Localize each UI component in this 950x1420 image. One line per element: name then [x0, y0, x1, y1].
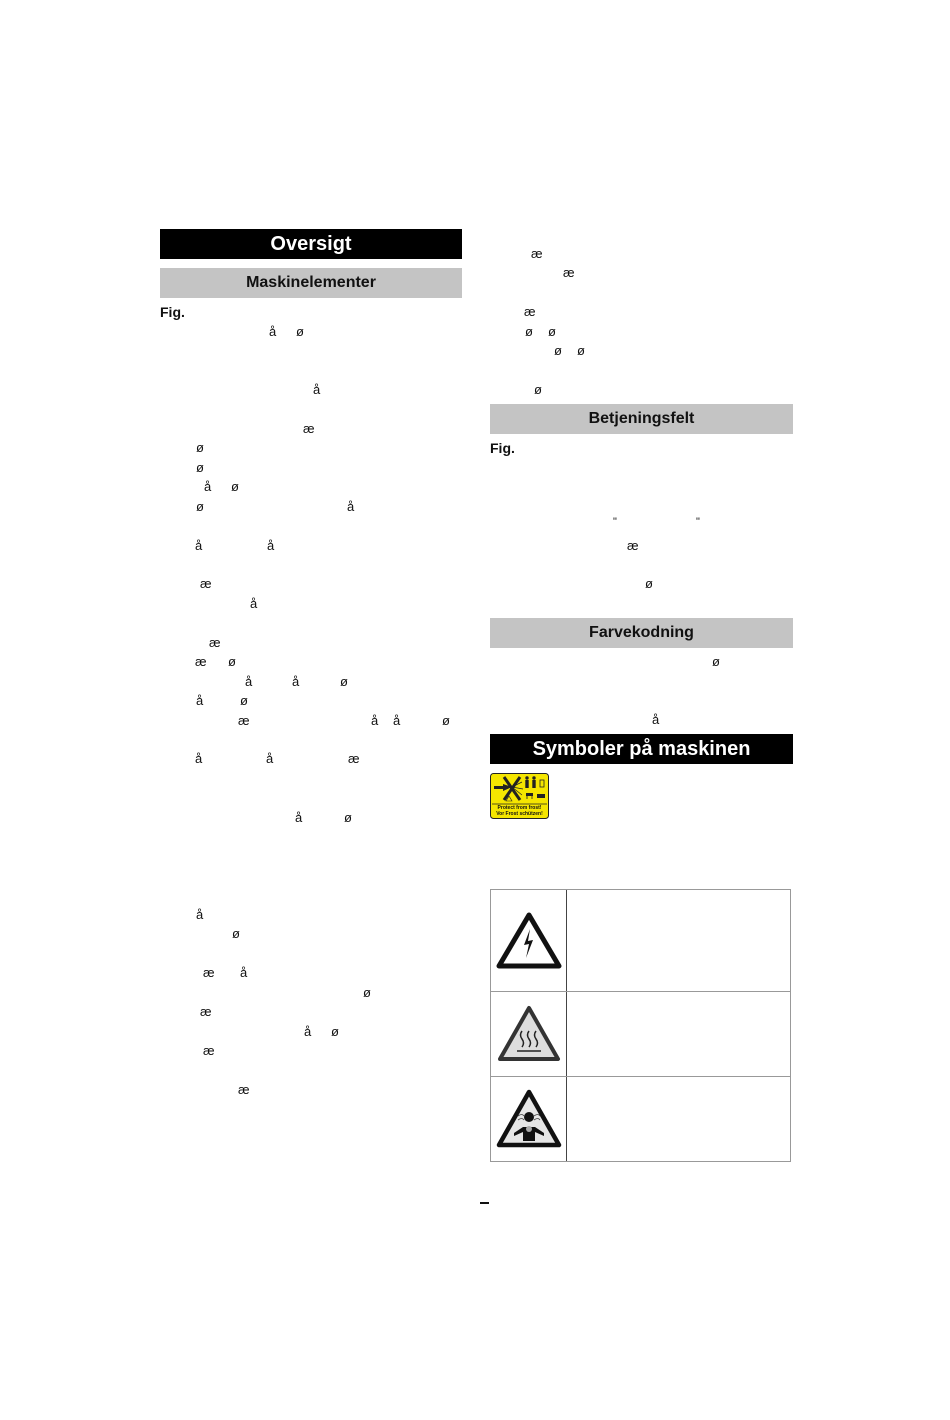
glyph: å: [204, 479, 212, 494]
glyph: ø: [525, 324, 533, 339]
glyph: ø: [577, 343, 585, 358]
glyph: æ: [524, 304, 536, 319]
glyph: å: [269, 324, 277, 339]
glyph: ø: [196, 440, 204, 455]
glyph: ø: [331, 1024, 339, 1039]
symbols-table: [490, 889, 791, 1162]
glyph: ø: [340, 674, 348, 689]
glyph: å: [267, 538, 275, 553]
glyph: æ: [238, 713, 250, 728]
glyph: ø: [240, 693, 248, 708]
glyph: å: [266, 751, 274, 766]
glyph: ": [613, 516, 617, 528]
glyph: å: [240, 965, 248, 980]
table-row: [491, 890, 790, 992]
glyph: ø: [231, 479, 239, 494]
glyph: ø: [296, 324, 304, 339]
hot-surface-icon: [497, 1005, 561, 1063]
figure-reference: Fig.: [490, 440, 515, 456]
frost-label-text-de: Vor Frost schützen!: [496, 811, 543, 817]
glyph: æ: [200, 1004, 212, 1019]
glyph: å: [313, 382, 321, 397]
table-row: [491, 1077, 790, 1161]
glyph: å: [371, 713, 379, 728]
glyph: æ: [195, 654, 207, 669]
glyph: æ: [303, 421, 315, 436]
glyph: ø: [196, 499, 204, 514]
glyph: ø: [344, 810, 352, 825]
table-cell-text: [567, 992, 790, 1076]
subsection-heading-betjeningsfelt: Betjeningsfelt: [490, 404, 793, 434]
glyph: ø: [196, 460, 204, 475]
glyph: å: [196, 693, 204, 708]
glyph: æ: [348, 751, 360, 766]
glyph: æ: [200, 576, 212, 591]
glyph: ø: [232, 926, 240, 941]
glyph: å: [245, 674, 253, 689]
glyph: ø: [712, 654, 720, 669]
page-number-dash: [480, 1202, 489, 1204]
section-heading-oversigt: Oversigt: [160, 229, 462, 259]
table-cell-icon: [491, 1077, 567, 1161]
glyph: å: [393, 713, 401, 728]
table-cell-icon: [491, 992, 567, 1076]
glyph: ø: [363, 985, 371, 1000]
electric-hazard-icon: [496, 912, 562, 970]
glyph: å: [304, 1024, 312, 1039]
section-heading-symboler: Symboler på maskinen: [490, 734, 793, 764]
glyph: ø: [548, 324, 556, 339]
glyph: ø: [554, 343, 562, 358]
glyph: æ: [238, 1082, 250, 1097]
figure-reference: Fig.: [160, 304, 185, 320]
glyph: ø: [645, 576, 653, 591]
table-row: [491, 992, 790, 1077]
glyph: æ: [203, 965, 215, 980]
glyph: å: [652, 712, 660, 727]
glyph: å: [195, 538, 203, 553]
page-marker-text: [480, 1194, 481, 1195]
toxic-gas-inhalation-icon: [496, 1089, 562, 1149]
glyph: æ: [627, 538, 639, 553]
table-cell-icon: [491, 890, 567, 991]
glyph: æ: [209, 635, 221, 650]
subsection-heading-farvekodning: Farvekodning: [490, 618, 793, 648]
table-cell-text: [567, 1077, 790, 1161]
table-cell-text: [567, 890, 790, 991]
glyph: ø: [228, 654, 236, 669]
frost-label-text-en: Protect from frost!: [497, 805, 542, 811]
protect-from-frost-label: [490, 773, 549, 819]
glyph: å: [347, 499, 355, 514]
glyph: æ: [531, 246, 543, 261]
glyph: ø: [442, 713, 450, 728]
glyph: æ: [203, 1043, 215, 1058]
glyph: å: [196, 907, 204, 922]
glyph: å: [295, 810, 303, 825]
glyph: å: [250, 596, 258, 611]
glyph: å: [292, 674, 300, 689]
glyph: å: [195, 751, 203, 766]
glyph: æ: [563, 265, 575, 280]
subsection-heading-maskinelementer: Maskinelementer: [160, 268, 462, 298]
glyph: ø: [534, 382, 542, 397]
glyph: ": [696, 516, 700, 528]
